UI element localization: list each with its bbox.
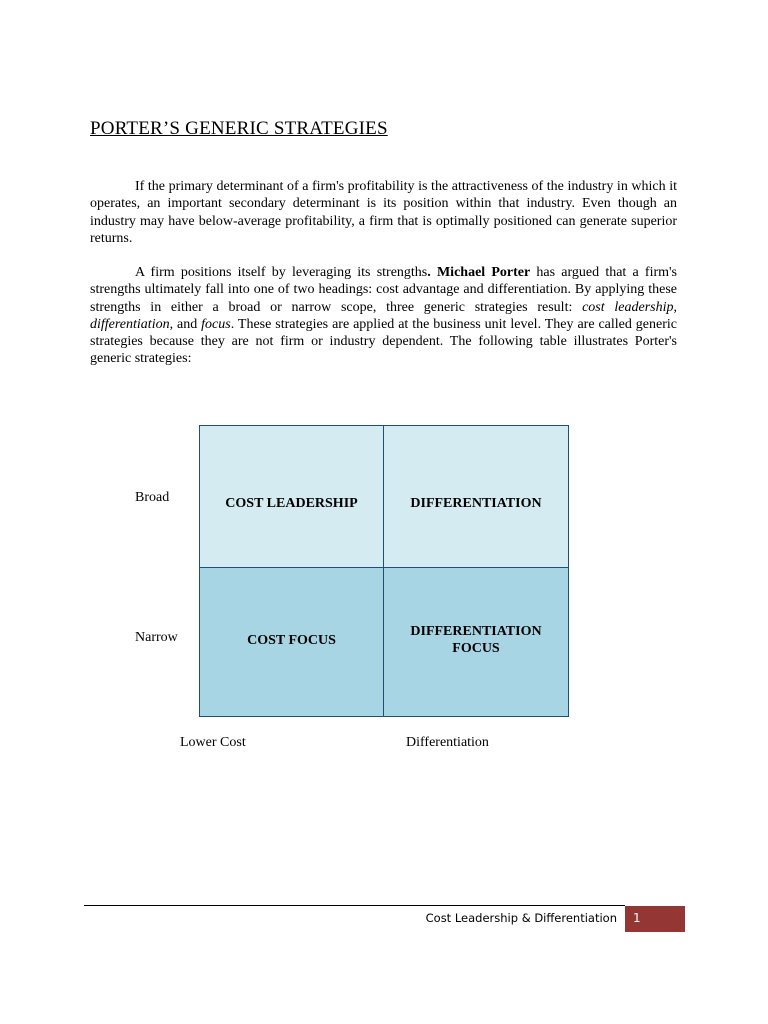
footer-running-title: Cost Leadership & Differentiation (425, 911, 617, 925)
column-label-lower-cost: Lower Cost (180, 735, 246, 750)
michael-porter-name: . Michael Porter (427, 265, 531, 280)
paragraph-porter-text-2: has argued that a firm's strengths ultimately fall into one of two headings: cost advantage and differentiation. By applying these strengths in either a broad or narrow scope, three generic strategies result: (90, 265, 678, 315)
strategy-matrix (199, 425, 569, 717)
term-focus: focus (201, 316, 231, 332)
cell-differentiation (384, 426, 568, 568)
paragraph-porter-text-3: . These strategies are applied at the business unit level. They are called generic strategies because they are not firm or industry dependent. The following table illustrates Porter's generic strategies: (90, 316, 677, 367)
row-label-broad: Broad (135, 490, 170, 505)
page-title: PORTER’S GENERIC STRATEGIES (90, 118, 388, 139)
page-number: 1 (625, 906, 685, 932)
paragraph-porter (90, 264, 677, 368)
term-cost-leadership: cost leadership (582, 299, 674, 315)
cell-differentiation-focus-label: DIFFERENTIATION FOCUS (410, 624, 542, 656)
column-label-differentiation: Differentiation (406, 735, 489, 750)
paragraph-porter-text-1: A firm positions itself by leveraging its strengths (135, 265, 428, 280)
cell-cost-leadership-label: COST LEADERSHIP (225, 496, 358, 511)
row-label-narrow: Narrow (135, 630, 178, 645)
separator-2: , and (169, 316, 202, 332)
cell-differentiation-focus (384, 568, 568, 716)
footer-divider (84, 905, 625, 906)
cell-cost-focus-label: COST FOCUS (247, 632, 336, 648)
cell-cost-leadership (200, 426, 384, 568)
paragraph-intro-text: If the primary determinant of a firm's profitability is the attractiveness of the industry in which it operates, an important secondary determinant is its position within that industry. Even though an industry may have below-average profitability, a firm that is optimally positioned can generate superior returns. (90, 179, 677, 246)
cell-cost-focus (200, 568, 384, 716)
separator-1: , (673, 299, 677, 315)
cell-differentiation-label: DIFFERENTIATION (410, 496, 542, 511)
term-differentiation: differentiation (90, 316, 170, 332)
paragraph-intro (90, 178, 677, 247)
